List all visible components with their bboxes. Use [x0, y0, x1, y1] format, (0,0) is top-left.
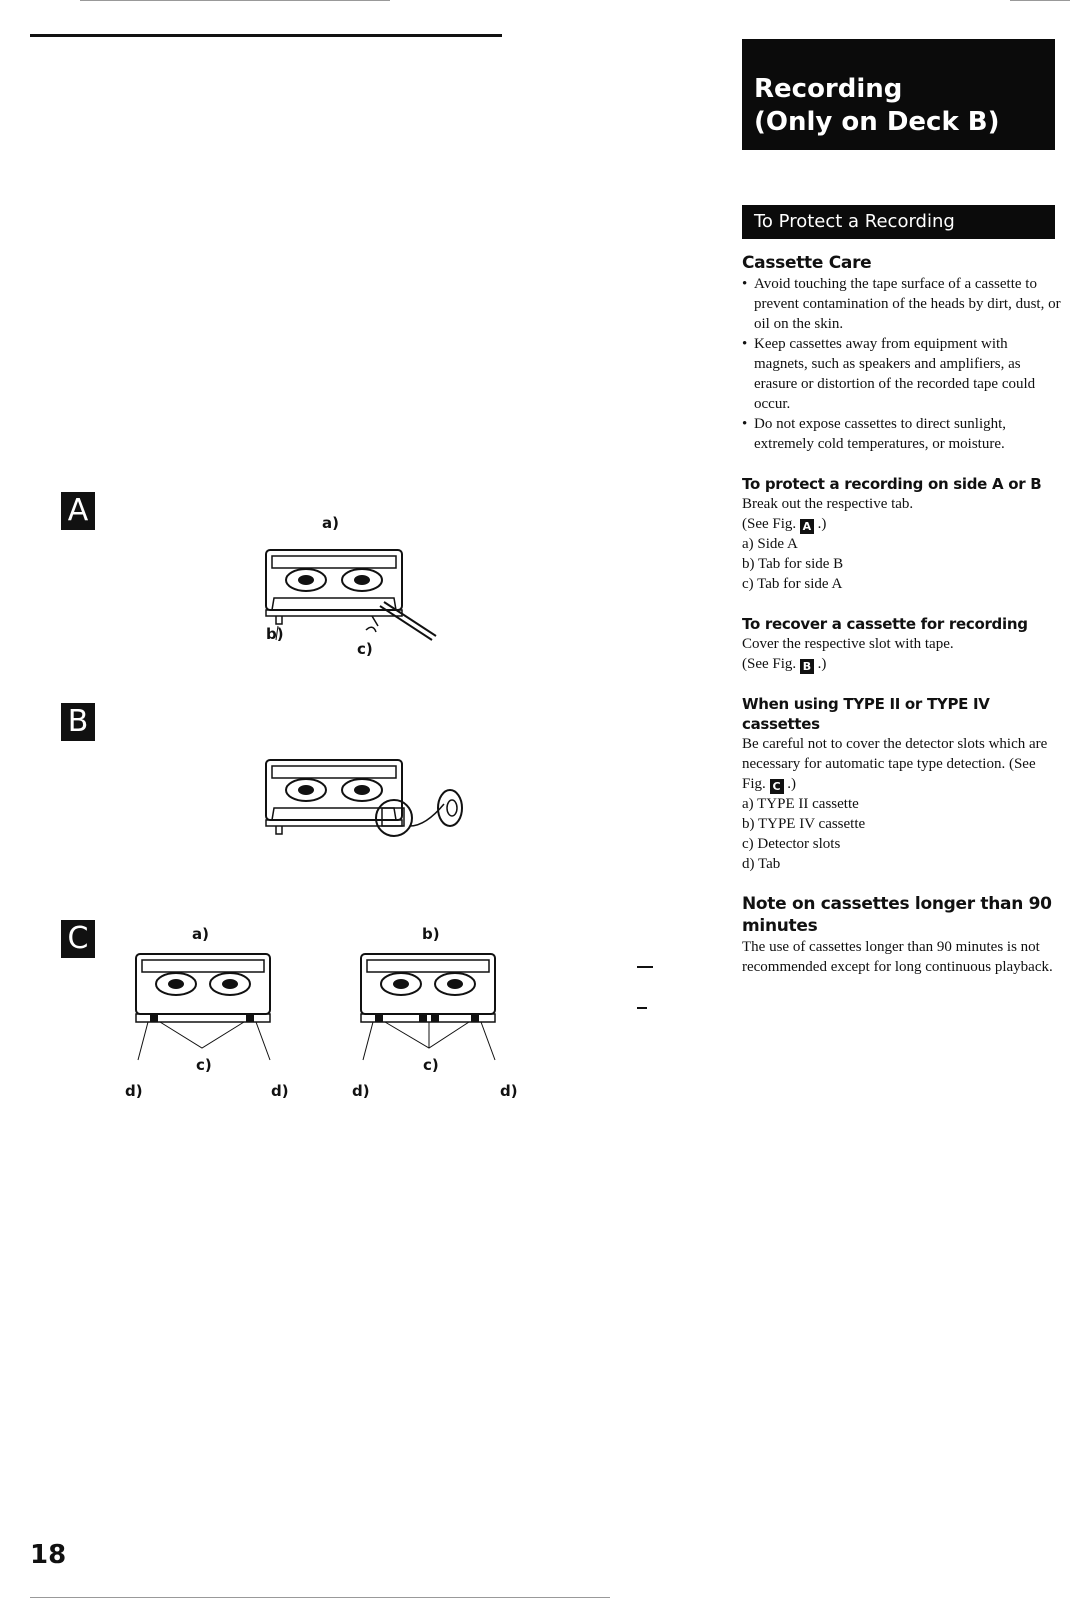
protect-see-fig: (See Fig. A .): [742, 516, 827, 533]
recover-body: Cover the respective slot with tape.: [742, 636, 954, 652]
list-item: • Keep cassettes away from equipment with magnets, such as speakers and amplifiers, as erasure or distortion of the recorded tape could occur.: [742, 334, 1062, 414]
list-item: c) Detector slots: [742, 836, 841, 852]
figure-c-label-d: d): [500, 1082, 518, 1100]
cassette-care-heading: Cassette Care: [742, 253, 872, 273]
top-faint-rule: [80, 0, 390, 1]
fig-ref-badge: C: [770, 779, 784, 794]
cassette-illustration-type-iv: [357, 950, 507, 1070]
figure-b-badge: B: [61, 703, 95, 741]
type-block: [742, 694, 1060, 874]
note-body: The use of cassettes longer than 90 minutes is not recommended except for long continuous playback.: [742, 939, 1053, 975]
cassette-care-list: [742, 274, 1062, 454]
header-rule: [30, 34, 502, 37]
type-body: Be careful not to cover the detector slots which are necessary for automatic tape type detection. (See Fig. C .): [742, 736, 1048, 793]
recover-block: [742, 614, 1062, 674]
list-item: d) Tab: [742, 856, 781, 872]
note-block: [742, 893, 1060, 977]
figure-c-label-b: b): [422, 925, 440, 943]
figure-c-badge: C: [61, 920, 95, 958]
cassette-illustration-b: [262, 756, 472, 846]
recover-heading: To recover a cassette for recording: [742, 615, 1028, 633]
gutter-mark: [637, 966, 653, 968]
list-item: a) Side A: [742, 536, 798, 552]
figure-c-label-c-left: c): [196, 1056, 212, 1074]
chapter-title-line1: Recording: [754, 74, 903, 104]
figure-a-label-c: c): [357, 640, 373, 658]
protect-heading: To protect a recording on side A or B: [742, 475, 1042, 493]
list-item: • Do not expose cassettes to direct sunlight, extremely cold temperatures, or moisture.: [742, 414, 1062, 454]
protect-block: [742, 474, 1062, 594]
note-heading: Note on cassettes longer than 90 minutes: [742, 894, 1052, 936]
figure-a-badge: A: [61, 492, 95, 530]
cassette-care-block: [742, 252, 1062, 454]
section-title: To Protect a Recording: [742, 205, 1055, 239]
cassette-illustration-type-ii: [132, 950, 282, 1070]
chapter-title-line2: (Only on Deck B): [754, 107, 1000, 137]
fig-ref-badge: A: [800, 519, 814, 534]
figure-c-label-c-right: c): [423, 1056, 439, 1074]
chapter-title: [742, 39, 1055, 150]
gutter-mark: [637, 1007, 647, 1009]
figure-a-label-a: a): [322, 514, 339, 532]
figure-c-label-d: d): [271, 1082, 289, 1100]
top-faint-rule-right: [1010, 0, 1070, 1]
list-item: b) Tab for side B: [742, 556, 844, 572]
list-item: b) TYPE IV cassette: [742, 816, 866, 832]
figure-c-label-d: d): [352, 1082, 370, 1100]
figure-c-label-d: d): [125, 1082, 143, 1100]
recover-see-fig: (See Fig. B .): [742, 656, 827, 673]
type-heading: When using TYPE II or TYPE IV cassettes: [742, 695, 990, 733]
figure-a-label-b: b): [266, 625, 284, 643]
list-item: a) TYPE II cassette: [742, 796, 859, 812]
figure-c-label-a: a): [192, 925, 209, 943]
protect-body: Break out the respective tab.: [742, 496, 914, 512]
fig-ref-badge: B: [800, 659, 814, 674]
bottom-rule: [30, 1597, 610, 1598]
list-item: c) Tab for side A: [742, 576, 843, 592]
page-number: 18: [30, 1540, 67, 1570]
list-item: • Avoid touching the tape surface of a cassette to prevent contamination of the heads by dirt, dust, or oil on the skin.: [742, 274, 1062, 334]
